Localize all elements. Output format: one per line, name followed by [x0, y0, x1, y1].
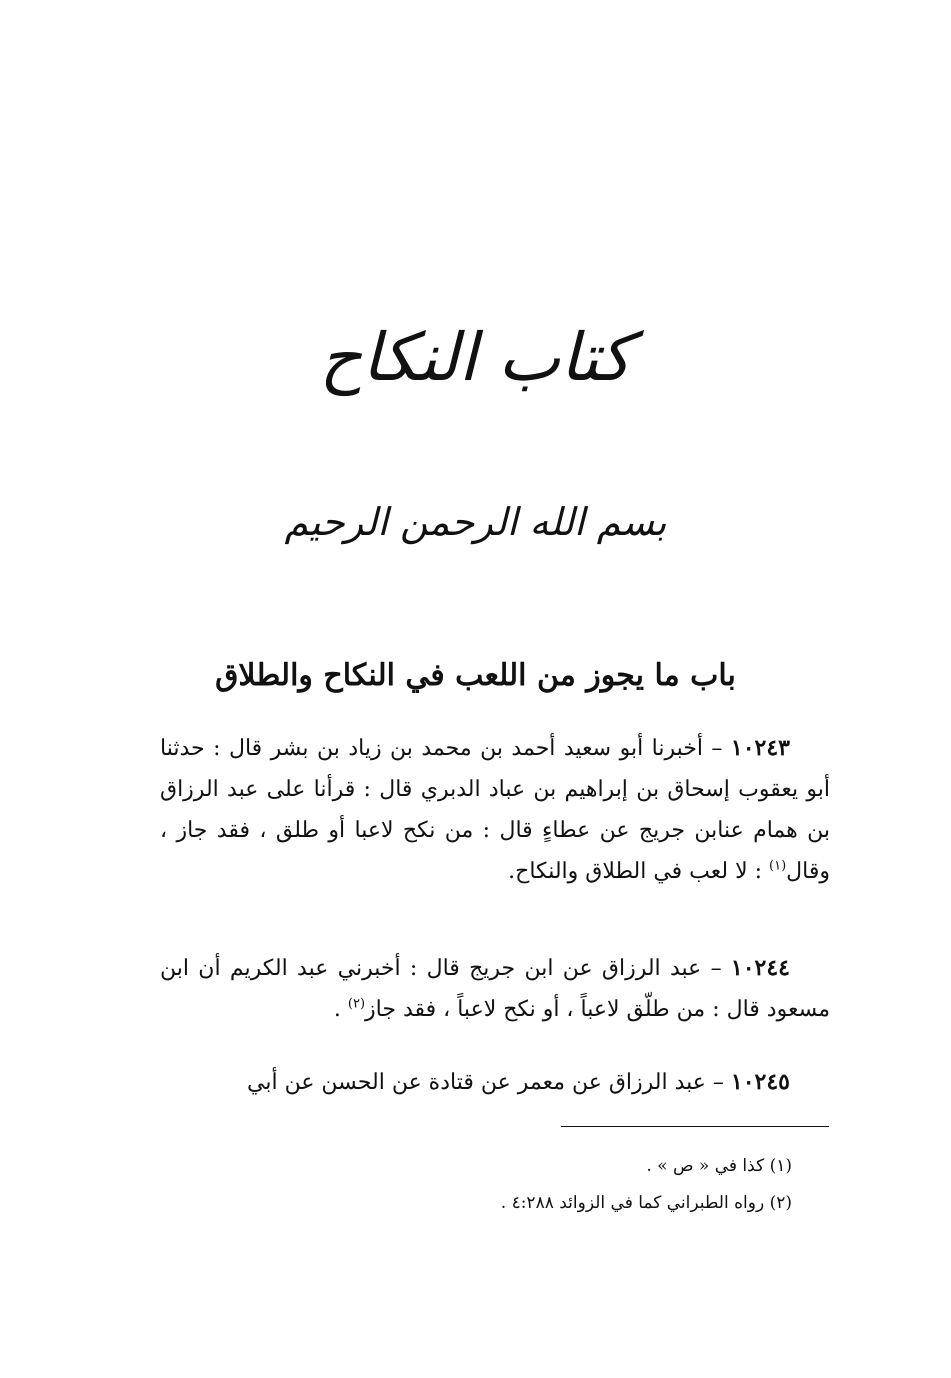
- hadith-text-continued: : لا لعب في الطلاق والنكاح.: [508, 859, 770, 884]
- hadith-number: ١٠٢٤٣: [730, 735, 790, 761]
- hadith-10244: [160, 948, 830, 1030]
- basmala: بسم الله الرحمن الرحيم: [284, 500, 667, 544]
- chapter-heading: باب ما يجوز من اللعب في النكاح والطلاق: [215, 658, 736, 693]
- footnote-1: [160, 1148, 792, 1185]
- hadith-text: – عبد الرزاق عن ابن جريج قال : أخبرني عبد الكريم أن ابن مسعود قال : من طلّق لاعباً ، أو نكح لاعباً ، فقد جاز: [160, 956, 830, 1022]
- book-title: كتاب النكاح: [319, 319, 632, 396]
- hadith-10245: [160, 1062, 830, 1103]
- hadith-text: – أخبرنا أبو سعيد أحمد بن محمد بن زياد بن بشر قال : حدثنا أبو يعقوب إسحاق بن إبراهيم بن عباد الدبري قال : قرأنا على عبد الرزاق بن همام عنابن جريج عن عطاءٍ قال : من نكح لاعبا أو طلق ، فقد جاز ، وقال: [160, 736, 830, 884]
- footnote-text: رواه الطبراني كما في الزوائد ٤:٢٨٨ .: [500, 1193, 765, 1213]
- hadith-10243: [160, 728, 830, 892]
- footnotes: [160, 1148, 792, 1222]
- footnote-divider: [561, 1126, 829, 1127]
- footnote-label: (١): [769, 1156, 792, 1176]
- footnote-marker: (١): [769, 858, 787, 874]
- hadith-text-continued: .: [333, 997, 348, 1022]
- footnote-marker: (٢): [347, 996, 366, 1012]
- footnote-label: (٢): [769, 1193, 792, 1213]
- hadith-number: ١٠٢٤٤: [730, 955, 790, 981]
- footnote-2: [160, 1185, 792, 1222]
- footnote-text: كذا في « ص » .: [646, 1156, 765, 1176]
- hadith-number: ١٠٢٤٥: [730, 1069, 790, 1095]
- hadith-text: – عبد الرزاق عن معمر عن قتادة عن الحسن عن أبي: [247, 1070, 724, 1095]
